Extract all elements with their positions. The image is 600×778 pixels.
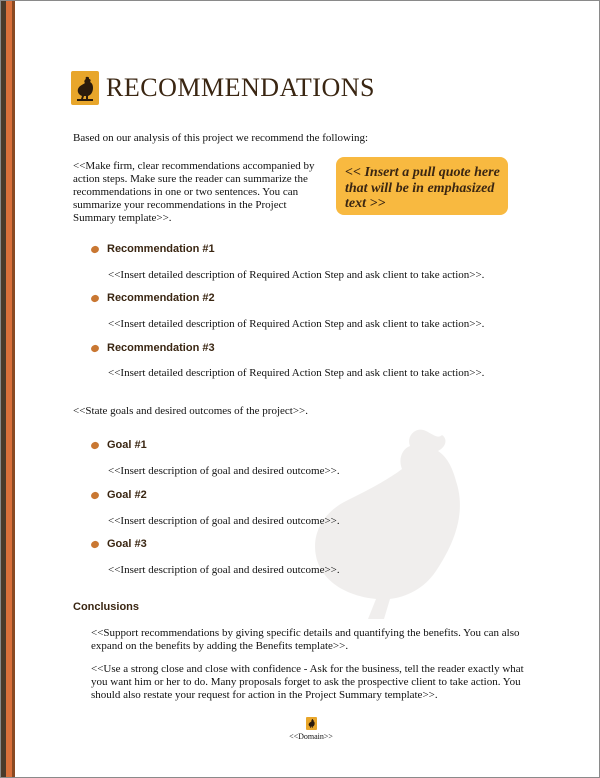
rooster-logo-icon — [71, 71, 99, 105]
goal-item — [91, 439, 147, 451]
recommendation-desc: <<Insert detailed description of Required Action Step and ask client to take action>>. — [108, 269, 485, 281]
recommendation-desc: <<Insert detailed description of Required Action Step and ask client to take action>>. — [108, 367, 485, 379]
conclusions-heading: Conclusions — [73, 601, 140, 613]
intro-text: Based on our analysis of this project we recommend the following: — [73, 132, 369, 144]
recommendation-item — [91, 292, 215, 304]
goal-label: Goal #2 — [107, 489, 147, 501]
recommendation-desc: <<Insert detailed description of Required Action Step and ask client to take action>>. — [108, 318, 485, 330]
pull-quote-text: << Insert a pull quote here that will be in emphasized text >> — [345, 165, 500, 211]
goal-desc: <<Insert description of goal and desired outcome>>. — [108, 564, 340, 576]
bullet-icon — [90, 244, 100, 253]
bullet-icon — [90, 440, 100, 449]
footer-domain-text: <<Domain>> — [289, 732, 333, 741]
recommend-prompt-text: <<Make firm, clear recommendations accompanied by action steps. Make sure the reader can summarize the recommendations in one or two sentences. You can summarize your recommendations in the Project Summary template>>. — [73, 160, 315, 224]
recommendation-item — [91, 342, 215, 354]
recommendation-label: Recommendation #1 — [107, 243, 215, 255]
goals-intro-text: <<State goals and desired outcomes of the project>>. — [73, 405, 308, 417]
goal-desc: <<Insert description of goal and desired outcome>>. — [108, 515, 340, 527]
goal-label: Goal #3 — [107, 538, 147, 550]
recommendation-label: Recommendation #3 — [107, 342, 215, 354]
side-stripe-brown — [12, 1, 15, 777]
bullet-icon — [90, 539, 100, 548]
goal-label: Goal #1 — [107, 439, 147, 451]
page-header — [71, 71, 375, 105]
pull-quote-box — [336, 157, 508, 215]
footer-rooster-icon — [306, 717, 317, 730]
goal-item — [91, 489, 147, 501]
conclusions-paragraph-2: <<Use a strong close and close with confidence - Ask for the business, tell the reader exactly what you want him or her to do. Many proposals forget to ask the prospective client to take action. You should also restate your request for action in the Project Summary template>>. — [91, 663, 524, 701]
recommendation-label: Recommendation #2 — [107, 292, 215, 304]
page-title: RECOMMENDATIONS — [106, 73, 375, 102]
bullet-icon — [90, 343, 100, 352]
recommendation-item — [91, 243, 215, 255]
conclusions-paragraph-1: <<Support recommendations by giving specific details and quantifying the benefits. You can also expand on the benefits by adding the Benefits template>>. — [91, 627, 520, 652]
goal-item — [91, 538, 147, 550]
goal-desc: <<Insert description of goal and desired outcome>>. — [108, 465, 340, 477]
bullet-icon — [90, 293, 100, 302]
bullet-icon — [90, 490, 100, 499]
